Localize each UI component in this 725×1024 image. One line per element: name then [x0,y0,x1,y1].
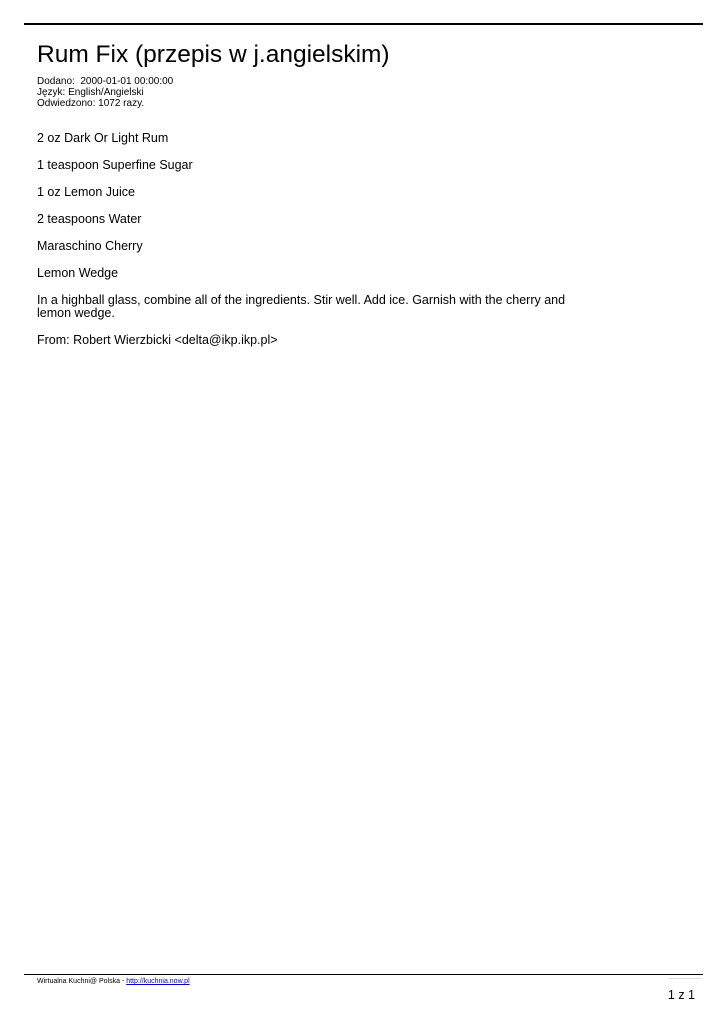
footer-divider [24,974,703,975]
footer [37,977,190,986]
author-line: From: Robert Wierzbicki <delta@ikp.ikp.pl> [37,333,278,347]
recipe-body [37,132,637,347]
ingredient-line: Lemon Wedge [37,266,119,280]
recipe-document [37,40,637,361]
ingredient-line: 2 oz Dark Or Light Rum [37,131,169,145]
meta-added: Dodano: 2000-01-01 00:00:00 [37,76,174,87]
footer-site-link[interactable]: http://kuchnia.now.pl [126,978,190,985]
meta-visited: Odwiedzono: 1072 razy. [37,98,145,109]
footer-stamp [668,978,702,979]
footer-site-name: Wirtualna Kuchni@ Polska - [37,978,127,985]
top-divider [24,23,703,25]
meta-language: Język: English/Angielski [37,87,144,98]
ingredient-line: Maraschino Cherry [37,239,143,253]
instructions-text: In a highball glass, combine all of the ingredients. Stir well. Add ice. Garnish with the cherry and lemon wedge. [37,293,569,320]
page-number: 1 z 1 [667,988,695,1002]
ingredient-line: 2 teaspoons Water [37,212,142,226]
page-title: Rum Fix (przepis w j.angielskim) [37,41,390,68]
ingredient-line: 1 oz Lemon Juice [37,185,135,199]
ingredient-line: 1 teaspoon Superfine Sugar [37,158,193,172]
recipe-meta [37,76,637,109]
